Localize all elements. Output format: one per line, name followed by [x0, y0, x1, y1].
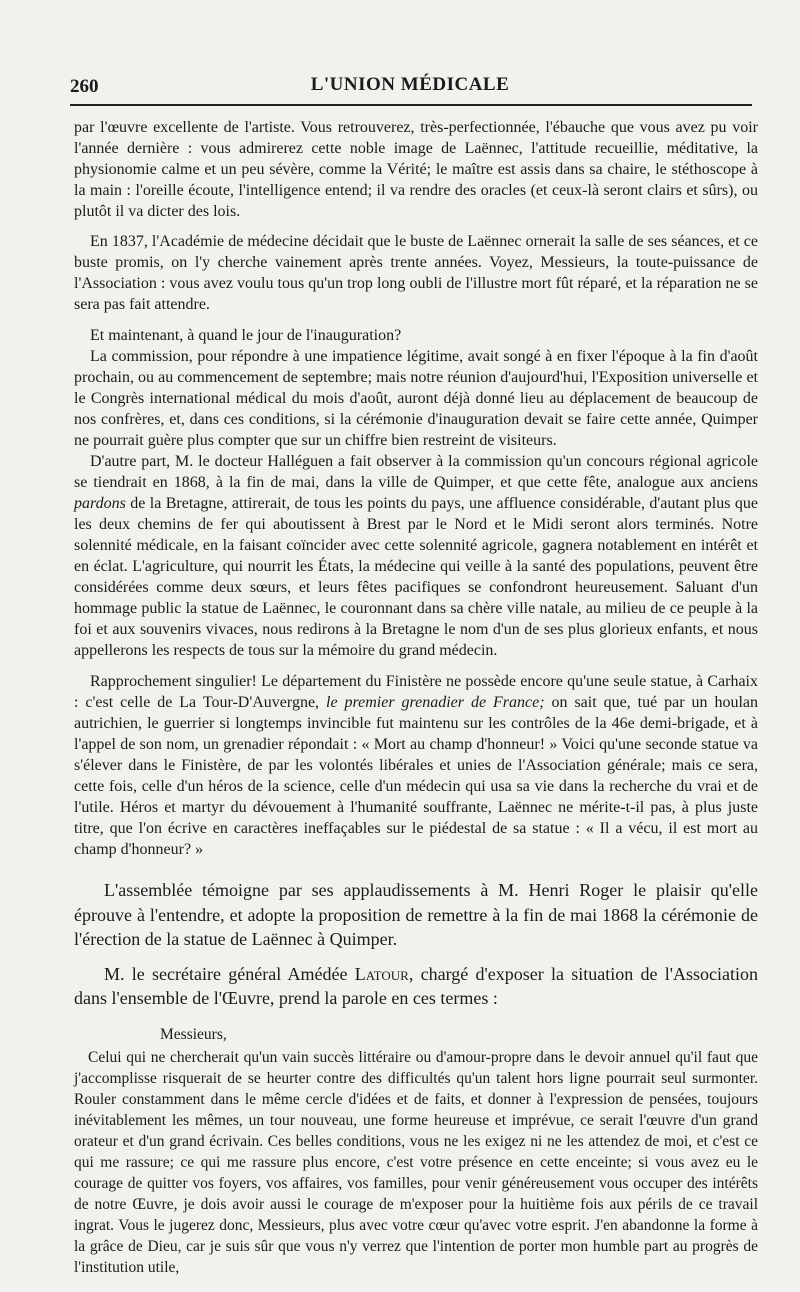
paragraph-continuation: par l'œuvre excellente de l'artiste. Vous retrouverez, très-perfectionnée, l'ébauche que vous avez pu voir l'année dernière : vous admirerez cette noble image de Laënnec, l'attitude recueillie, méditative, la physionomie calme et un peu sévère, comme la Vérité; le maître est assis dans sa chaire, le stéthoscope à la main : l'oreille écoute, l'intelligence entend; il va rendre des oracles (et ceux-là seront clairs et sûrs), ou plutôt il va dicter des lois.: [74, 119, 758, 220]
text-run: de la Bretagne, attirerait, de tous les points du pays, une affluence considérable, d'autant plus que les deux chemins de fer qui aboutissent à Brest par le Nord et le Midi seront alors terminés. Notre solennité médicale, en la faisant coïncider avec cette solennité agricole, gagnera notablement en intérêt et en éclat. L'agriculture, qui nourrit les États, la médecine qui veille à la santé des populations, peuvent être considérées comme deux sœurs, et leurs fêtes pacifiques se confondront heureusement. Saluant d'un hommage public la statue de Laënnec, le couronnant dans sa chère ville natale, au milieu de ce peuple à la foi et aux souvenirs vivaces, nous redirons à la Bretagne le nom d'un de ses plus glorieux enfants, et nous appellerons les respects de tous sur la mémoire du grand médecin.: [74, 495, 758, 659]
page-body: [74, 117, 758, 1278]
text-run: on sait que, tué par un houlan autrichien, le guerrier si longtemps invincible fut maintenu sur les contrôles de la 46e demi-brigade, et à l'appel de son nom, un grenadier répondait : « Mort au champ d'honneur! » Voici qu'une seconde statue va s'élever dans le Finistère, de par les volontés libérales et unies de l'Association générale; mais ce sera, cette fois, celle d'un héros de la science, celle d'un médecin qui usa sa vie dans la recherche du vrai et de l'utile. Héros et martyr du dévouement à l'humanité souffrante, Laënnec ne mérite-t-il pas, à plus juste titre, que l'on écrive en caractères ineffaçables sur le piédestal de sa statue : « Il a vécu, il est mort au champ d'honneur? »: [74, 694, 759, 858]
small-caps-run: Latour: [354, 963, 409, 984]
report-section: [74, 1024, 758, 1278]
paragraph-question: Et maintenant, à quand le jour de l'inauguration?: [90, 327, 402, 344]
text-run: Rapprochement singulier! Le département du Finistère ne possède encore qu'une seule statue, à Carhaix : c'est celle de La Tour-D'Auvergne,: [74, 673, 758, 711]
paragraph-assemblee: L'assemblée témoigne par ses applaudissements à M. Henri Roger le plaisir qu'elle éprouve à l'entendre, et adopte la proposition de remettre à la fin de mai 1868 la cérémonie de l'érection de la statue de Laënnec à Quimper.: [74, 880, 758, 949]
proceedings-section: [74, 878, 758, 1011]
text-run: M. le secrétaire général Amédée: [104, 963, 355, 984]
paragraph-commission: La commission, pour répondre à une impatience légitime, avait songé à en fixer l'époque à la fin d'août prochain, ou au commencement de septembre; mais notre réunion d'aujourd'hui, l'Exposition universelle et le Congrès international médical du mois d'août, auront déjà donné lieu au déplacement de beaucoup de nos confrères, et, dans ces conditions, si la cérémonie d'inauguration devait se faire cette année, Quimper ne pourrait guère plus compter que sur un chiffre bien restreint de visiteurs.: [74, 348, 758, 449]
speech-section: [74, 117, 758, 860]
paragraph-latour: [74, 962, 758, 1011]
salutation: Messieurs,: [160, 1025, 227, 1043]
paragraph-academie: En 1837, l'Académie de médecine décidait que le buste de Laënnec ornerait la salle de ses séances, et ce buste promis, on l'y cherche vainement après trente années. Voyez, Messieurs, la toute-puissance de l'Association : vous avez voulu tous qu'un trop long oubli de l'illustre mort fût réparé, et la réparation ne se sera pas fait attendre.: [74, 233, 758, 313]
header-rule: [70, 104, 752, 106]
text-run: D'autre part, M. le docteur Halléguen a fait observer à la commission qu'un concours régional agricole se tiendrait en 1868, à la fin de mai, dans la ville de Quimper, et que cette fête, analogue aux anciens: [74, 453, 758, 491]
paragraph-report: Celui qui ne chercherait qu'un vain succès littéraire ou d'amour-propre dans le devoir annuel qu'il faut que j'accomplisse risquerait de se heurter contre des difficultés qu'un talent hors ligne pourrait seul surmonter. Rouler constamment dans le même cercle d'idées et de faits, et donner à l'expression de pensées, toujours inévitablement les mêmes, un tour nouveau, une forme heureuse et imprévue, ce serait l'œuvre d'un grand orateur et d'un grand écrivain. Ces belles conditions, vous ne les exigez ni ne les attendez de moi, et c'est ce qui me rassure; ce qui me rassure plus encore, c'est votre présence en cette enceinte; si vous avez eu le courage de quitter vos foyers, vos affaires, vos familles, pour venir généreusement vous occuper des intérêts de notre Œuvre, je dois avoir aussi le courage de m'exposer pour la huitième fois aux périls de ce travail ingrat. Vous le jugerez donc, Messieurs, plus avec votre cœur qu'avec votre esprit. J'en abandonne la forme à la grâce de Dieu, car je suis sûr que vous n'y verrez que l'intention de porter mon humble part au progrès de l'institution utile,: [74, 1048, 758, 1276]
page-number: 260: [70, 76, 99, 97]
paragraph-halleguen: [74, 451, 758, 661]
page-header: [70, 70, 750, 104]
text-run: , chargé d'exposer la situation de l'Association dans l'ensemble de l'Œuvre, prend la parole en ces termes :: [74, 963, 758, 1008]
italic-run: le premier grenadier de France;: [326, 694, 545, 711]
paragraph-rapprochement: [74, 671, 758, 860]
italic-run: pardons: [74, 495, 126, 512]
running-title: L'UNION MÉDICALE: [310, 74, 510, 95]
